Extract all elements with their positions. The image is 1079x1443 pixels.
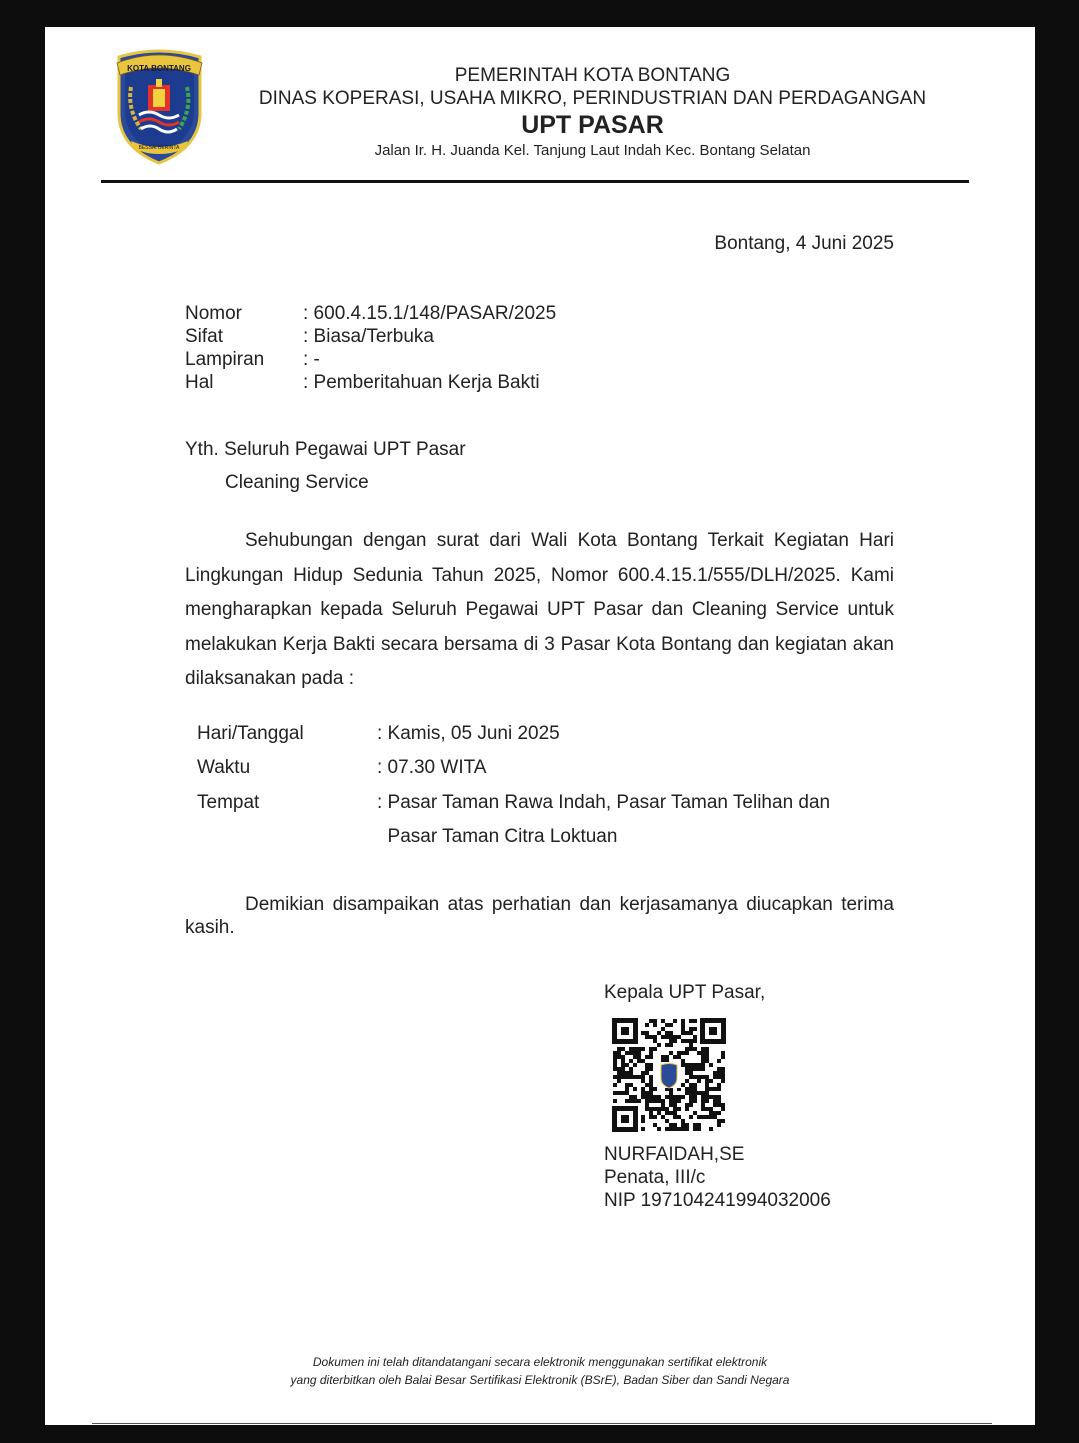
detail-label: Waktu — [197, 757, 251, 778]
letter-date: Bontang, 4 Juni 2025 — [714, 233, 894, 254]
meta-value: : - — [303, 349, 320, 370]
footer-note: Dokumen ini telah ditandatangani secara elektronik menggunakan sertifikat elektronik — [312, 1355, 768, 1369]
detail-value: Pasar Taman Citra Loktuan — [377, 826, 618, 847]
closing-paragraph: Demikian disampaikan atas perhatian dan kerjasamanya diucapkan terima kasih. — [185, 894, 894, 938]
logo-motto-text: BESSAI BERINTA — [138, 145, 180, 151]
letterhead-department: DINAS KOPERASI, USAHA MIKRO, PERINDUSTRIAN DAN PERDAGANGAN — [258, 88, 927, 109]
meta-label: Lampiran — [185, 349, 265, 370]
letterhead-unit: UPT PASAR — [521, 111, 664, 139]
letterhead-divider — [101, 180, 969, 183]
signer-name: NURFAIDAH,SE — [604, 1144, 745, 1165]
signer-position: Kepala UPT Pasar, — [604, 982, 766, 1003]
detail-value: : Kamis, 05 Juni 2025 — [377, 723, 560, 744]
addressee-line: Cleaning Service — [225, 472, 369, 493]
logo-banner-text: KOTA BONTANG — [127, 64, 191, 73]
detail-label: Hari/Tanggal — [197, 723, 304, 744]
letter-page — [45, 27, 1035, 1425]
detail-label: Tempat — [197, 792, 260, 813]
meta-label: Nomor — [185, 303, 243, 324]
meta-value: : Pemberitahuan Kerja Bakti — [303, 372, 540, 393]
signer-nip: NIP 197104241994032006 — [604, 1190, 831, 1211]
meta-label: Hal — [185, 372, 214, 393]
meta-value: : 600.4.15.1/148/PASAR/2025 — [303, 303, 557, 324]
meta-value: : Biasa/Terbuka — [303, 326, 434, 347]
meta-label: Sifat — [185, 326, 224, 347]
qr-code-icon — [612, 1018, 726, 1132]
detail-value: : 07.30 WITA — [377, 757, 487, 778]
body-paragraph: Sehubungan dengan surat dari Wali Kota Bontang Terkait Kegiatan Hari Lingkungan Hidup Sedunia Tahun 2025, Nomor 600.4.15.1/555/DLH/2025. Kami mengharapkan kepada Seluruh Pegawai UPT Pasar dan Cleaning Service untuk melakukan Kerja Bakti secara bersama di 3 Pasar Kota Bontang dan kegiatan akan dilaksanakan pada : — [185, 530, 894, 689]
signer-rank: Penata, III/c — [604, 1167, 706, 1188]
detail-value: : Pasar Taman Rawa Indah, Pasar Taman Telihan dan — [377, 792, 831, 813]
letterhead-address: Jalan Ir. H. Juanda Kel. Tanjung Laut Indah Kec. Bontang Selatan — [374, 142, 811, 159]
bottom-divider — [92, 1423, 992, 1424]
addressee-line: Yth. Seluruh Pegawai UPT Pasar — [185, 439, 466, 460]
letterhead-government: PEMERINTAH KOTA BONTANG — [454, 65, 731, 86]
kota-bontang-emblem-icon — [111, 43, 208, 165]
footer-note: yang diterbitkan oleh Balai Besar Sertifikasi Elektronik (BSrE), Badan Siber dan Sandi Negara — [290, 1373, 790, 1387]
